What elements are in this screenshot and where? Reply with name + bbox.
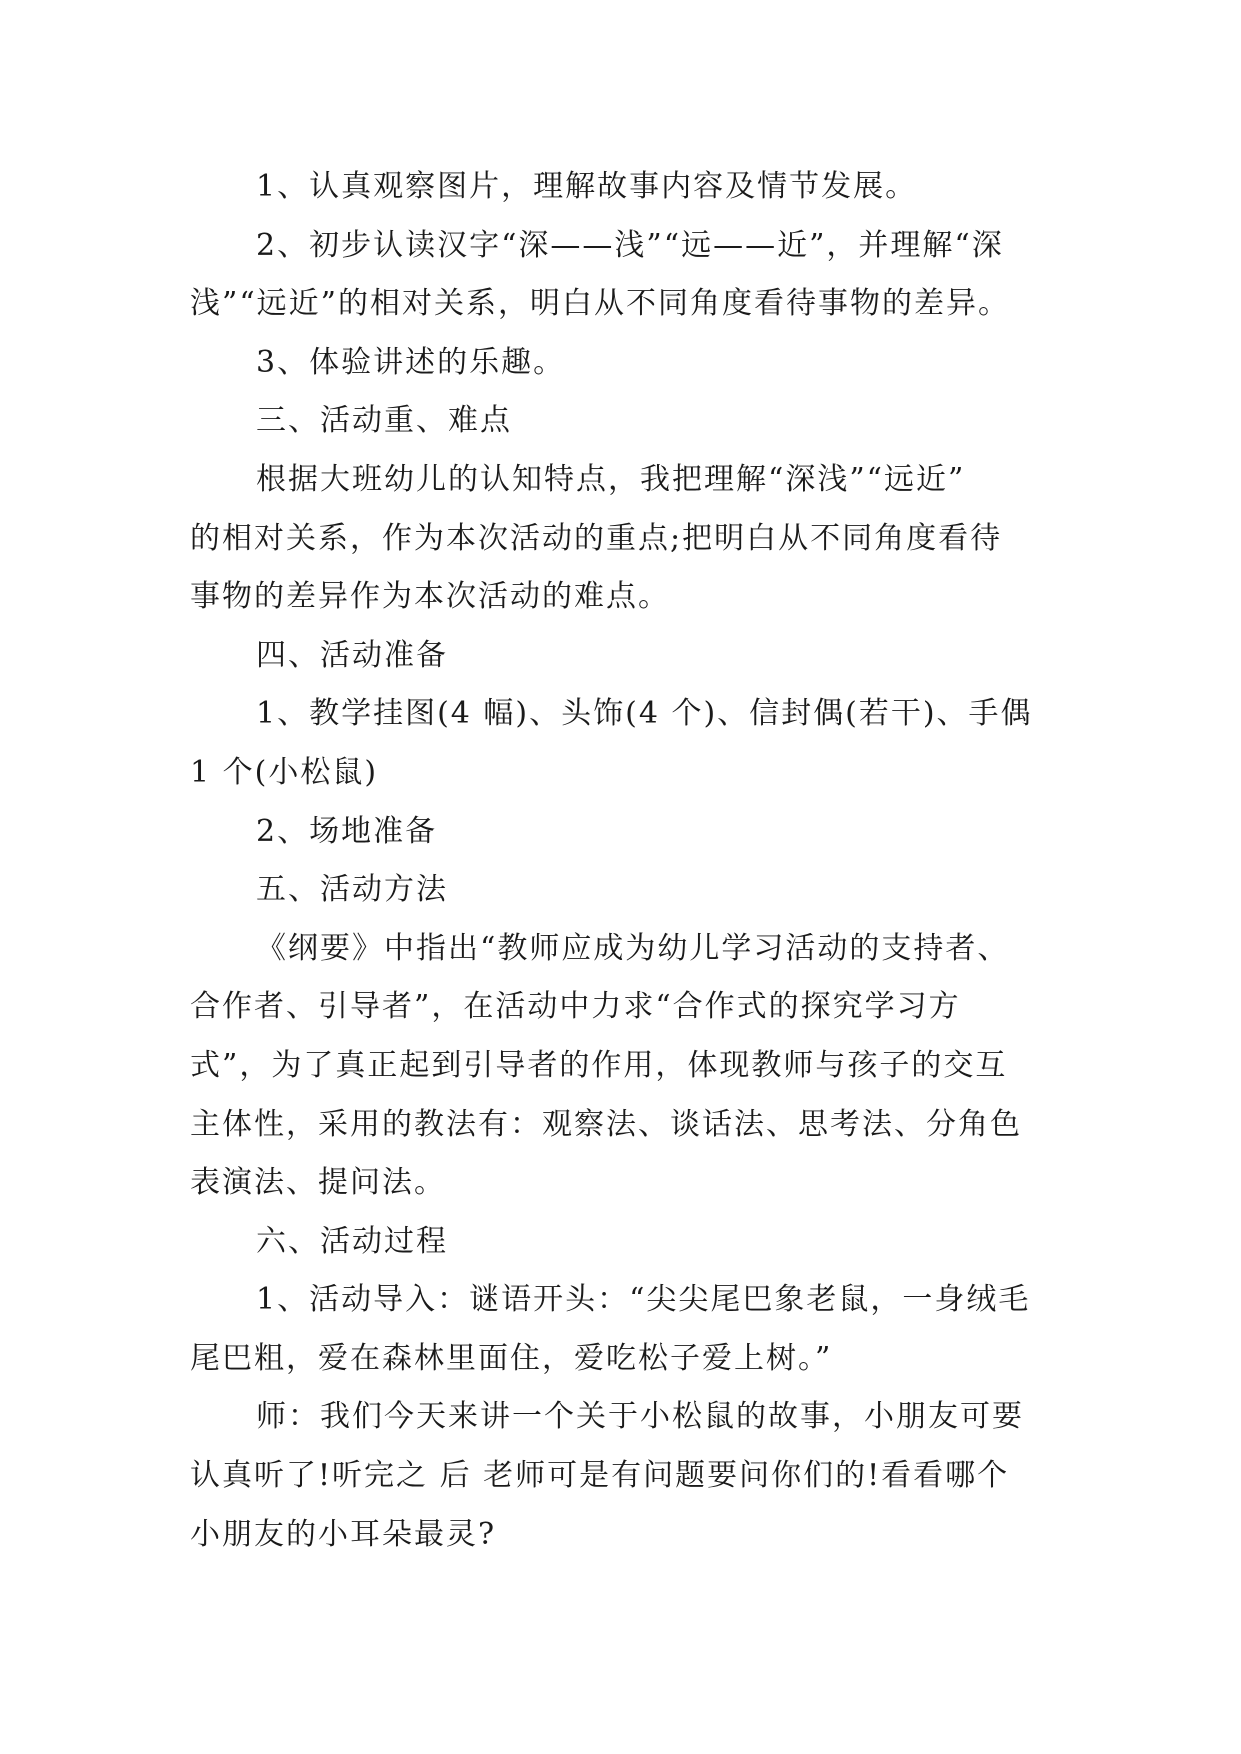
text-line: 师：我们今天来讲一个关于小松鼠的故事，小朋友可要 <box>256 1399 1024 1435</box>
section-heading: 四、活动准备 <box>256 637 448 673</box>
text-line: 事物的差异作为本次活动的难点。 <box>190 579 670 615</box>
text-line: 1 个(小松鼠) <box>190 754 379 790</box>
text-line: 1、认真观察图片，理解故事内容及情节发展。 <box>256 169 918 204</box>
text-line: 浅”“远近”的相对关系，明白从不同角度看待事物的差异。 <box>190 286 1011 322</box>
text-line: 式”，为了真正起到引导者的作用，体现教师与孩子的交互 <box>190 1047 1008 1083</box>
text-line: 《纲要》中指出“教师应成为幼儿学习活动的支持者、 <box>256 930 1010 966</box>
text-line: 3、体验讲述的乐趣。 <box>256 344 566 380</box>
text-line: 尾巴粗，爱在森林里面住，爱吃松子爱上树。” <box>190 1340 833 1376</box>
text-line: 2、场地准备 <box>256 813 438 849</box>
text-line: 的相对关系，作为本次活动的重点;把明白从不同角度看待 <box>190 520 1003 556</box>
text-line: 主体性，采用的教法有：观察法、谈话法、思考法、分角色 <box>190 1106 1022 1142</box>
text-line: 根据大班幼儿的认知特点，我把理解“深浅”“远近” <box>256 461 966 497</box>
section-heading: 六、活动过程 <box>256 1223 448 1259</box>
section-heading: 三、活动重、难点 <box>256 403 512 439</box>
text-line: 合作者、引导者”，在活动中力求“合作式的探究学习方 <box>190 989 961 1025</box>
text-line: 认真听了!听完之 后 老师可是有问题要问你们的!看看哪个 <box>190 1458 1010 1494</box>
text-line: 小朋友的小耳朵最灵? <box>190 1516 497 1552</box>
document-body <box>190 158 1070 1564</box>
text-line: 1、教学挂图(4 幅)、头饰(4 个)、信封偶(若干)、手偶 <box>256 696 1033 732</box>
text-line: 1、活动导入：谜语开头：“尖尖尾巴象老鼠，一身绒毛 <box>256 1282 1031 1318</box>
text-line: 2、初步认读汉字“深——浅”“远——近”，并理解“深 <box>256 227 1004 263</box>
text-line: 表演法、提问法。 <box>190 1165 446 1201</box>
section-heading: 五、活动方法 <box>256 872 448 908</box>
